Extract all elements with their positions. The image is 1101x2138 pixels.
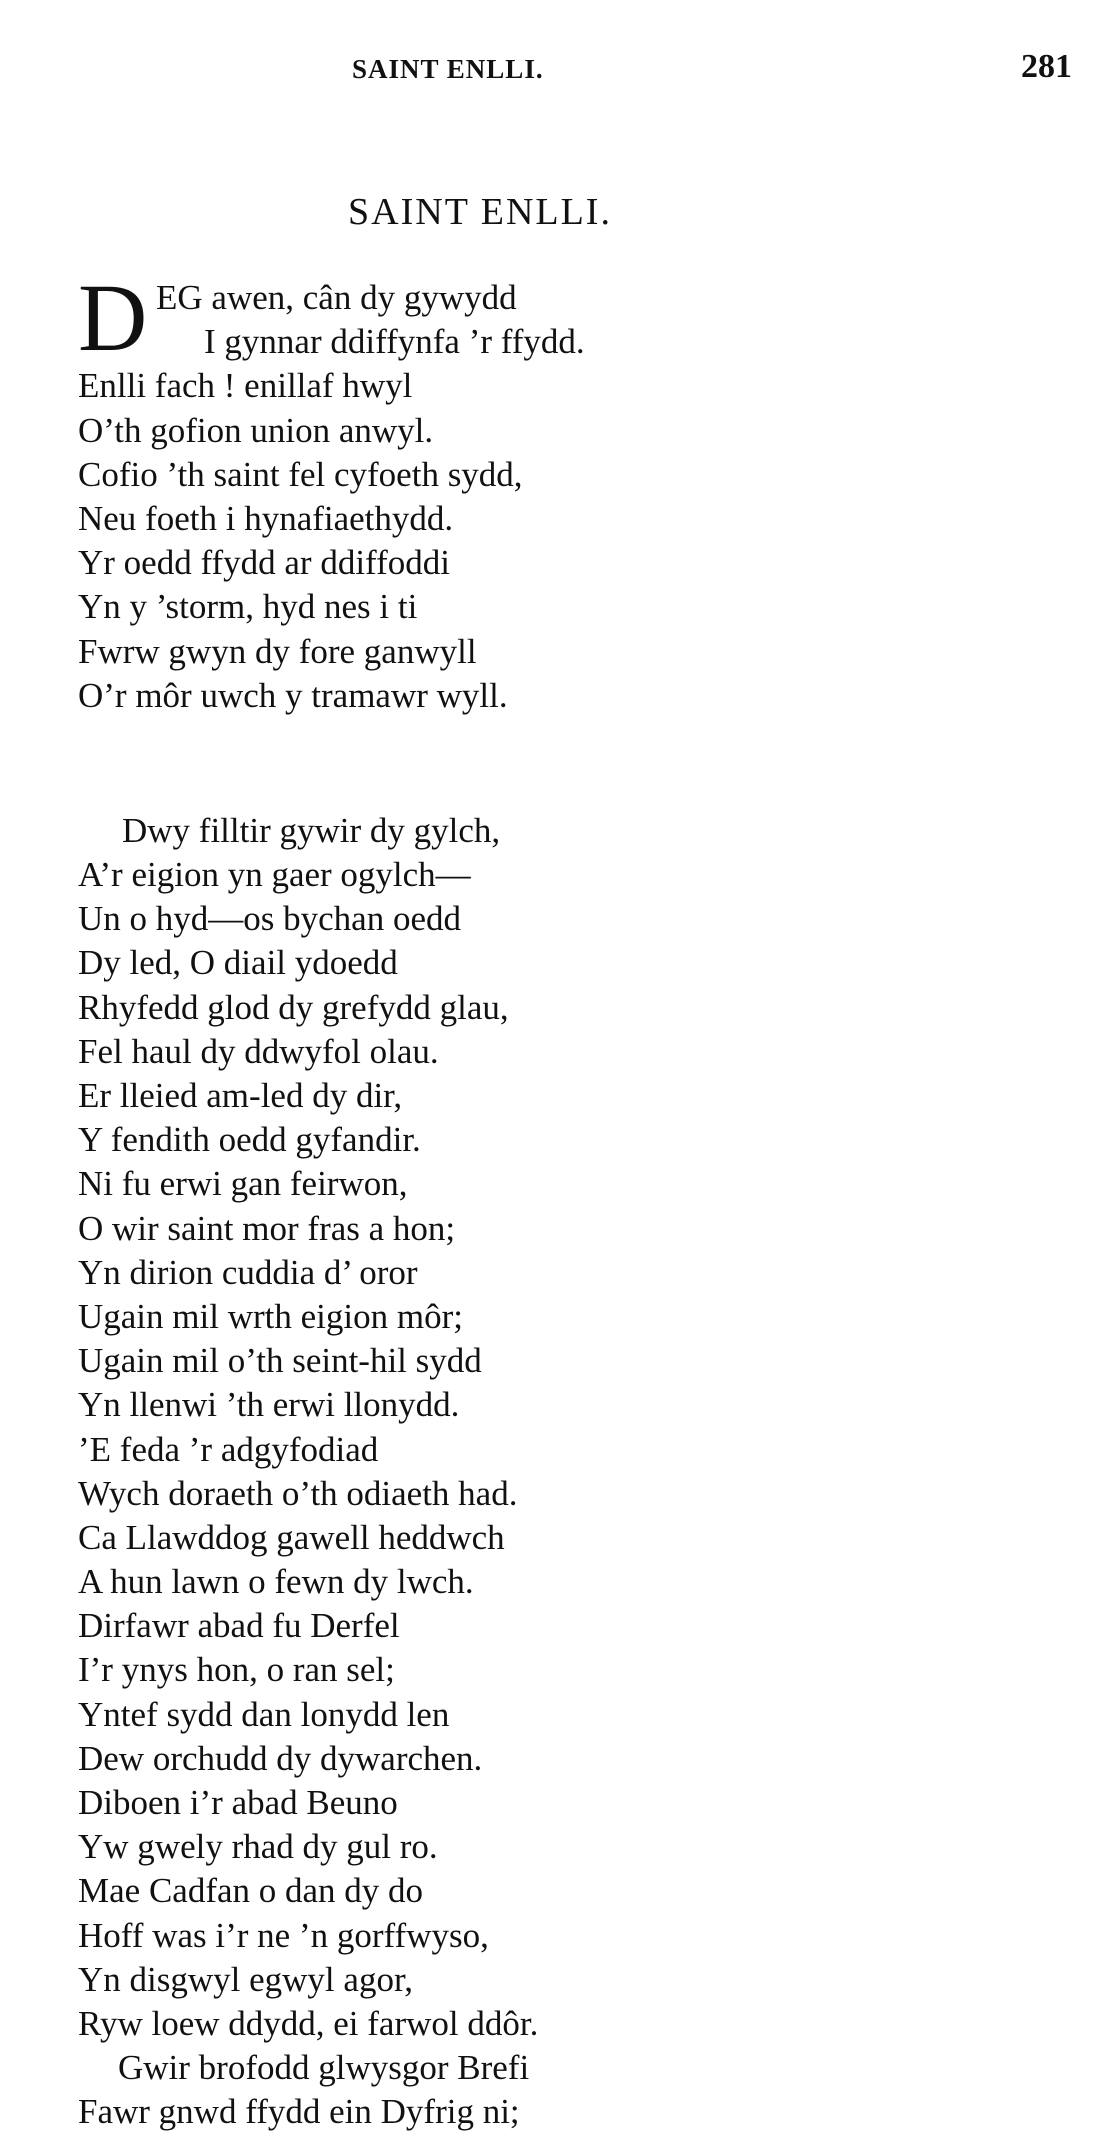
verse-line: Ca Llawddog gawell heddwch [78,1517,505,1557]
verse-line: Ni fu erwi gan feirwon, [78,1164,408,1204]
verse-line: Yn llenwi ’th erwi llonydd. [78,1385,460,1425]
verse-line: Mae Cadfan o dan dy do [78,1871,424,1911]
verse-line: Yn dirion cuddia d’ oror [78,1252,418,1292]
verse-line: Ugain mil wrth eigion môr; [78,1296,463,1336]
verse-line: Fawr gnwd ffydd ein Dyfrig ni; [78,2092,520,2132]
verse-line: Dew orchudd dy dywarchen. [78,1738,483,1778]
verse-line: Diboen i’r abad Beuno [78,1783,398,1822]
verse-line: O’th gofion union anwyl. [78,410,434,450]
running-head [0,48,1101,94]
verse-line: Dwy filltir gywir dy gylch, [122,810,501,850]
verse-line: Cofio ’th saint fel cyfoeth sydd, [78,454,523,494]
stanza-2 [78,809,978,2135]
verse-line: Ryw loew ddydd, ei farwol ddôr. [78,2003,539,2043]
page-number: 281 [1021,48,1072,85]
verse-line: Yr oedd ffydd ar ddiffoddi [78,543,450,583]
stanza-divider [78,718,978,809]
verse-line: Rhyfedd glod dy grefydd glau, [78,987,509,1027]
verse-line: Wych doraeth o’th odiaeth had. [78,1473,518,1513]
verse-line: Yn y ’storm, hyd nes i ti [78,587,418,627]
verse-line: Neu foeth i hynafiaethydd. [78,498,454,538]
verse-line: Dirfawr abad fu Derfel [78,1606,400,1646]
verse-line: Yn disgwyl egwyl agor, [78,1959,413,1999]
poem-body [78,264,978,2135]
verse-line: A hun lawn o fewn dy lwch. [78,1562,474,1602]
verse-line: ’E feda ’r adgyfodiad [78,1429,379,1469]
running-title: SAINT ENLLI. [352,54,544,84]
verse-line: Yw gwely rhad dy gul ro. [78,1827,438,1867]
verse-line: Yntef sydd dan lonydd len [78,1694,450,1734]
verse-line: A’r eigion yn gaer ogylch— [78,855,471,895]
verse-line: Enlli fach ! enillaf hwyl [78,366,413,406]
verse-line: I gynnar ddiffynfa ’r ffydd. [204,322,585,362]
verse-line: O wir saint mor fras a hon; [78,1208,456,1248]
verse-line: O’r môr uwch y tramawr wyll. [78,675,508,715]
verse-line: Dy led, O diail ydoedd [78,943,398,983]
first-line-text: EG awen, cân dy gywydd [156,278,517,317]
verse-line: Hoff was i’r ne ’n gorffwyso, [78,1915,489,1955]
verse-line: Ugain mil o’th seint-hil sydd [78,1341,482,1381]
verse-line: Gwir brofodd glwysgor Brefi [118,2048,530,2088]
stanza-1 [78,320,978,718]
verse-line: Y fendith oedd gyfandir. [78,1120,421,1160]
drop-cap: D [78,264,148,371]
poem-title: SAINT ENLLI. [348,191,612,233]
verse-line: Fwrw gwyn dy fore ganwyll [78,631,477,671]
verse-line: Er lleied am-led dy dir, [78,1076,403,1115]
verse-line: Fel haul dy ddwyfol olau. [78,1031,439,1071]
verse-line: I’r ynys hon, o ran sel; [78,1650,395,1690]
verse-line: Un o hyd—os bychan oedd [78,899,462,939]
